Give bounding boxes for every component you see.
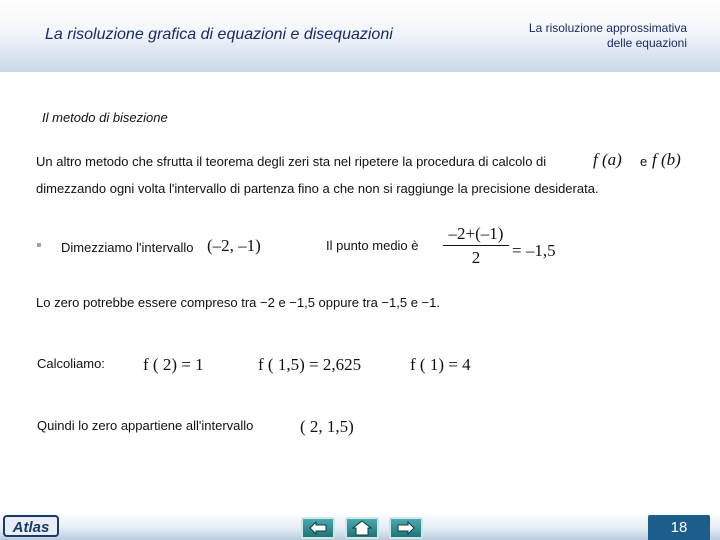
intro-line2: dimezzando ogni volta l'intervallo di partenza fino a che non si raggiunge la precisione desiderata. (36, 181, 599, 196)
fraction-numerator: –2+(–1) (448, 224, 504, 243)
zero-text: Lo zero potrebbe essere compreso tra −2 e −1,5 oppure tra −1,5 e −1. (36, 295, 440, 310)
calc-expr3: f ( 1) = 4 (410, 355, 471, 374)
calc-label: Calcoliamo: (37, 356, 105, 371)
formula-fb: f (b) (652, 150, 681, 169)
fraction-result: = –1,5 (512, 241, 556, 260)
midpoint-fraction (443, 224, 509, 268)
conclusion-text: Quindi lo zero appartiene all'intervallo (37, 418, 254, 433)
fraction-line (443, 245, 509, 246)
header-subtitle (487, 21, 687, 51)
header-subtitle-line2: delle equazioni (606, 36, 687, 50)
bullet-icon (37, 243, 41, 247)
page-number: 18 (648, 515, 710, 540)
midpoint-label: Il punto medio è (326, 238, 419, 253)
arrow-right-icon (396, 521, 416, 535)
interval-formula: (–2, –1) (207, 236, 261, 255)
header-title: La risoluzione grafica di equazioni e disequazioni (45, 26, 393, 43)
atlas-logo: Atlas (3, 515, 59, 537)
home-icon (352, 520, 372, 536)
nav-home-button[interactable] (345, 517, 379, 539)
header-subtitle-line1: La risoluzione approssimativa (528, 21, 687, 35)
bullet-text: Dimezziamo l'intervallo (61, 240, 194, 255)
calc-expr2: f ( 1,5) = 2,625 (258, 355, 362, 374)
calc-expr1: f ( 2) = 1 (143, 355, 204, 374)
conclusion-interval: ( 2, 1,5) (300, 417, 354, 436)
formula-fa: f (a) (593, 150, 622, 169)
intro-and: e (640, 154, 648, 169)
nav-back-button[interactable] (301, 517, 335, 539)
section-title: Il metodo di bisezione (42, 110, 168, 125)
fraction-denominator: 2 (471, 248, 481, 267)
nav-forward-button[interactable] (389, 517, 423, 539)
arrow-left-icon (308, 521, 328, 535)
intro-line1: Un altro metodo che sfrutta il teorema degli zeri sta nel ripetere la procedura di calcolo di (36, 154, 547, 169)
